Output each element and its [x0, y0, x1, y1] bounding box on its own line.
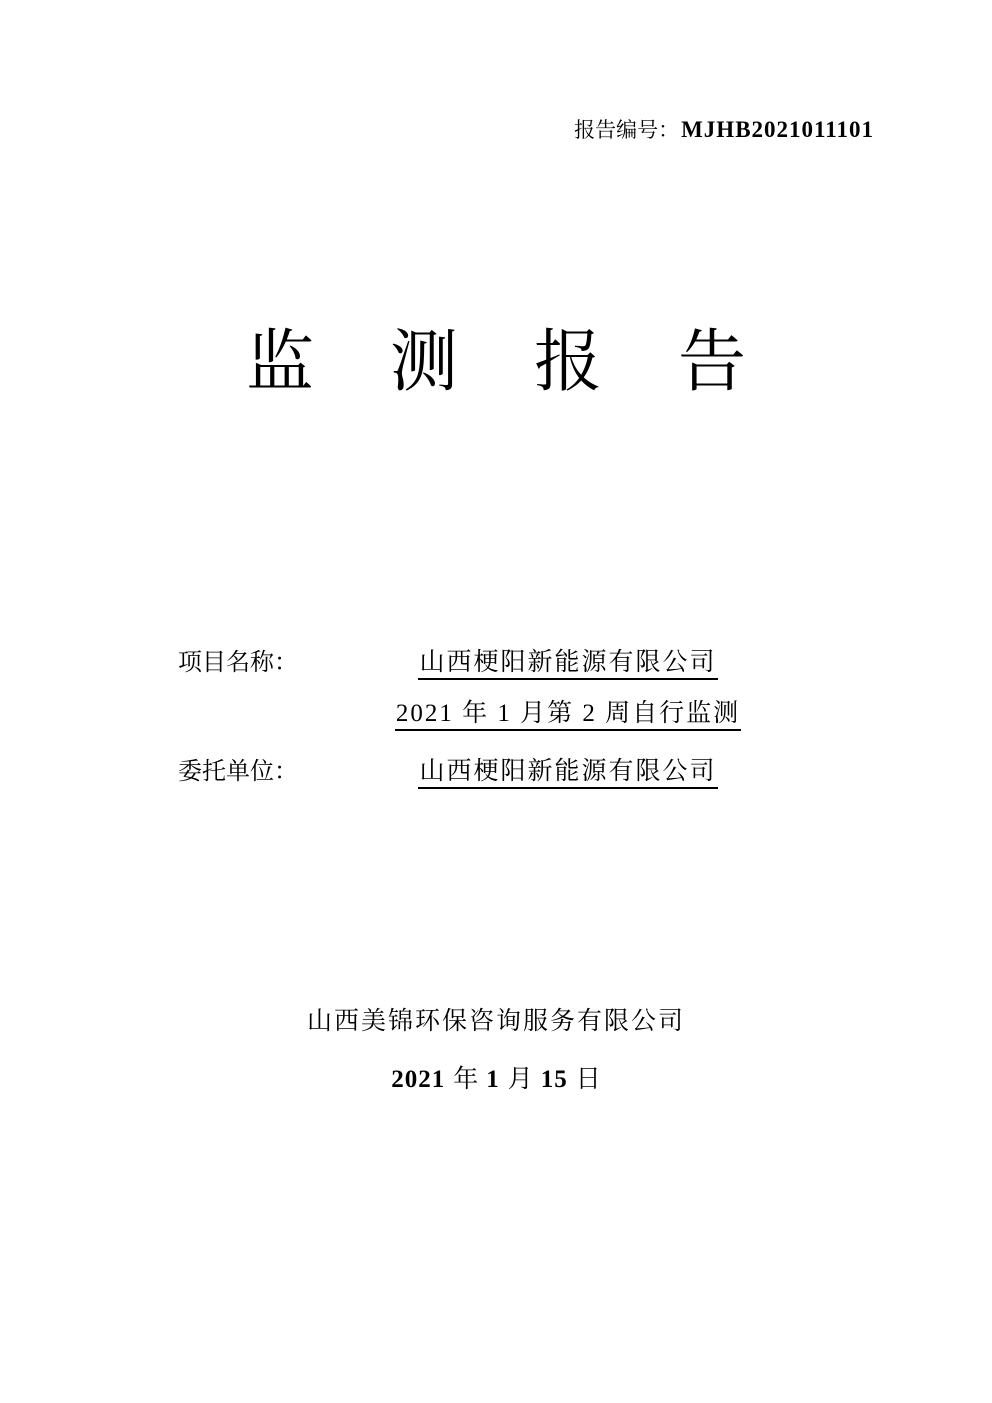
project-name-row-2 [0, 699, 992, 729]
issuing-company-name: 山西美锦环保咨询服务有限公司 [306, 1008, 685, 1035]
project-name-value-col [330, 648, 806, 681]
client-value-col [330, 757, 806, 790]
report-number-value: MJHB2021011101 [681, 117, 874, 142]
project-name-value-line1: 山西梗阳新能源有限公司 [418, 649, 717, 680]
date-month: 1 [486, 1066, 500, 1093]
page-title: 监测报告 [245, 324, 822, 400]
date-month-unit: 月 [507, 1066, 533, 1093]
date-year: 2021 [391, 1066, 446, 1093]
project-name-row [0, 648, 992, 678]
date-year-unit: 年 [453, 1066, 479, 1093]
client-value: 山西梗阳新能源有限公司 [418, 758, 717, 789]
project-name-value-col-2 [330, 699, 806, 732]
report-number-label: 报告编号： [574, 118, 680, 142]
project-name-value-line2: 2021 年 1 月第 2 周自行监测 [395, 700, 741, 731]
client-label: 委托单位： [178, 759, 298, 785]
document-title-row [0, 324, 992, 400]
report-number [574, 116, 874, 147]
client-row [0, 757, 992, 787]
date-day: 15 [540, 1066, 568, 1093]
date-day-unit: 日 [575, 1066, 601, 1093]
report-date [0, 1064, 992, 1096]
project-name-label: 项目名称： [178, 650, 298, 676]
